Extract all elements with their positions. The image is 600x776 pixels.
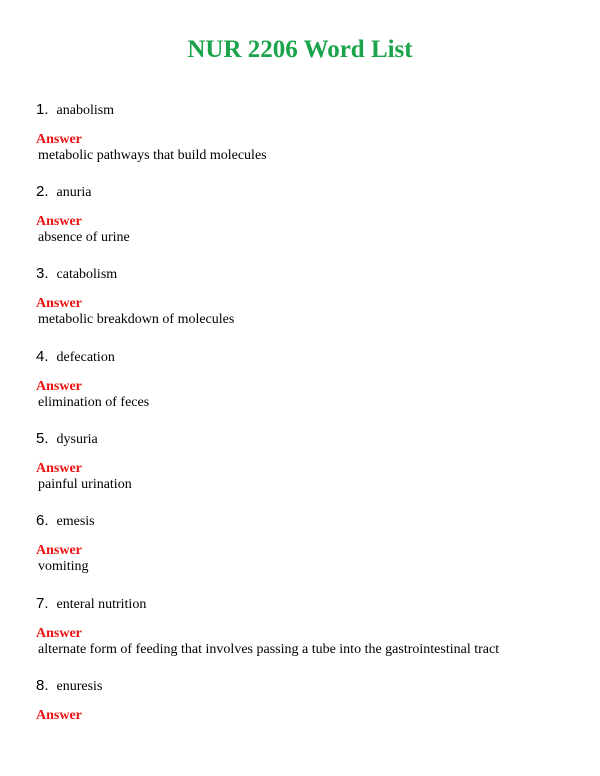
item-number: 6. xyxy=(36,512,49,529)
answer-definition: vomiting xyxy=(38,559,89,574)
item-number: 1. xyxy=(36,101,49,118)
answer-definition: painful urination xyxy=(38,477,132,492)
item-term: defecation xyxy=(56,350,115,365)
item-number: 4. xyxy=(36,348,49,365)
item-term: emesis xyxy=(56,514,95,529)
item-term: enuresis xyxy=(56,679,103,694)
answer-label: Answer xyxy=(36,296,82,311)
item-number: 2. xyxy=(36,183,49,200)
item-term: enteral nutrition xyxy=(56,597,147,612)
item-term: catabolism xyxy=(56,267,118,282)
answer-label: Answer xyxy=(36,543,82,558)
item-number: 7. xyxy=(36,595,49,612)
item-number: 3. xyxy=(36,265,49,282)
answer-definition: metabolic breakdown of molecules xyxy=(38,312,235,327)
page-title: NUR 2206 Word List xyxy=(187,36,413,63)
answer-label: Answer xyxy=(36,132,82,147)
item-number: 8. xyxy=(36,677,49,694)
item-term: anabolism xyxy=(56,103,115,118)
answer-definition: elimination of feces xyxy=(38,395,150,410)
answer-label: Answer xyxy=(36,461,82,476)
answer-definition: metabolic pathways that build molecules xyxy=(38,148,267,163)
item-term: dysuria xyxy=(56,432,98,447)
answer-label: Answer xyxy=(36,214,82,229)
answer-label: Answer xyxy=(36,708,82,723)
item-number: 5. xyxy=(36,430,49,447)
answer-definition: alternate form of feeding that involves passing a tube into the gastrointestinal tract xyxy=(38,642,500,657)
answer-label: Answer xyxy=(36,379,82,394)
item-term: anuria xyxy=(56,185,92,200)
answer-label: Answer xyxy=(36,626,82,641)
answer-definition: absence of urine xyxy=(38,230,130,245)
